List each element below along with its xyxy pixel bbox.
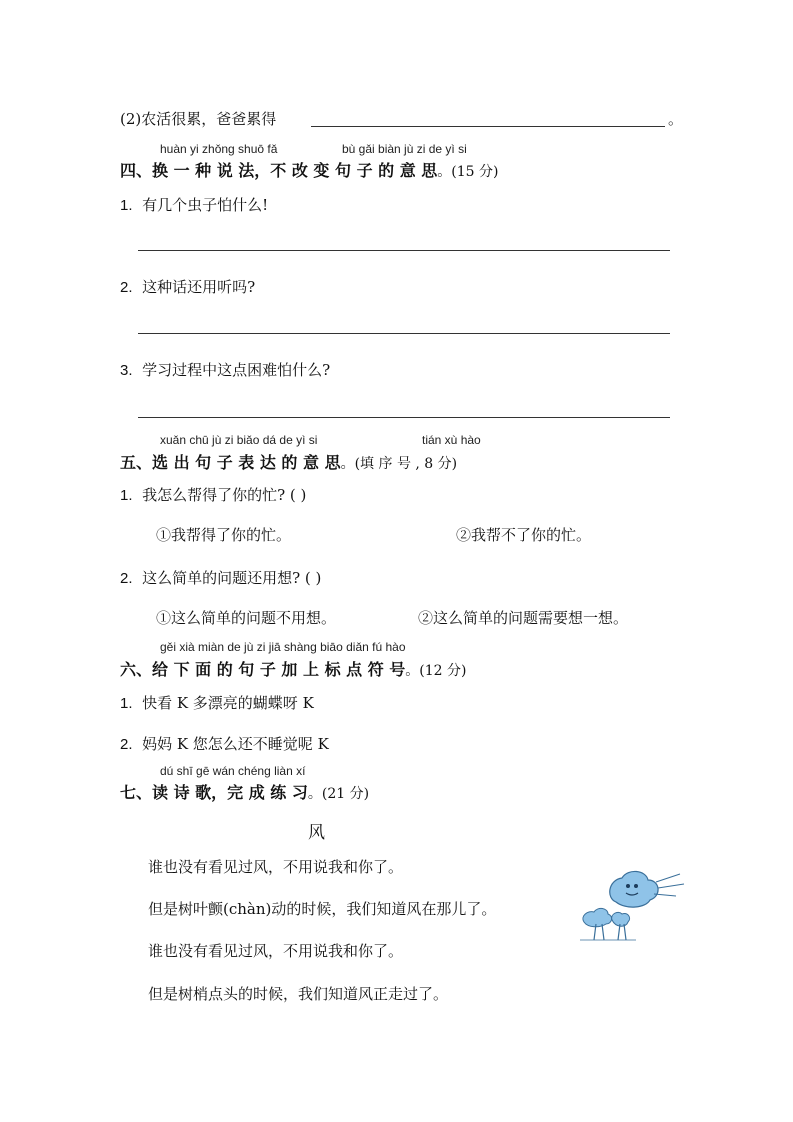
- section4-item-3: [120, 359, 330, 380]
- answer-line[interactable]: [138, 417, 670, 418]
- section4-item-1: [120, 194, 268, 215]
- item-text: 妈妈 K 您怎么还不睡觉呢 K: [142, 735, 329, 753]
- section7-title: [120, 780, 369, 803]
- item-number: 2.: [120, 736, 133, 753]
- section6-score: 。(12 分): [405, 663, 467, 679]
- section5-title-text: 五、选 出 句 子 表 达 的 意 思: [120, 453, 341, 472]
- item-text: 这么简单的问题还用想? ( ): [142, 569, 322, 587]
- section5-pinyin-a: xuǎn chū jù zi biǎo dá de yì si: [160, 433, 318, 447]
- section6-pinyin: gěi xià miàn de jù zi jiā shàng biāo diǎn fú hào: [160, 640, 406, 654]
- section4-pinyin-a: huàn yi zhǒng shuō fǎ: [160, 142, 278, 156]
- item-text: 有几个虫子怕什么!: [142, 196, 269, 214]
- section6-title: [120, 657, 466, 680]
- section5-pinyin-b: tián xù hào: [422, 433, 481, 447]
- section4-pinyin-b: bù gǎi biàn jù zi de yì si: [342, 142, 467, 156]
- poem-title: 风: [308, 823, 325, 843]
- section5-item2-option-2[interactable]: ②这么简单的问题需要想一想。: [418, 609, 629, 627]
- section5-item1-option-1[interactable]: ①我帮得了你的忙。: [156, 526, 292, 544]
- item-number: 1.: [120, 197, 133, 214]
- section4-title: [120, 158, 498, 181]
- item-text: 快看 K 多漂亮的蝴蝶呀 K: [142, 694, 314, 712]
- item-number: 2.: [120, 570, 133, 587]
- section5-item1-option-2[interactable]: ②我帮不了你的忙。: [456, 526, 592, 544]
- poem-line-3: 谁也没有看见过风，不用说我和你了。: [148, 942, 404, 960]
- q3-item2-suffix: 。: [668, 110, 684, 128]
- section6-item-1: [120, 692, 314, 713]
- section7-score: 。(21 分): [307, 786, 370, 802]
- answer-line[interactable]: [138, 333, 670, 334]
- section7-pinyin: dú shī gē wán chéng liàn xí: [160, 764, 306, 778]
- section4-item-2: [120, 276, 255, 297]
- item-text: 这种话还用听吗?: [142, 278, 256, 296]
- poem-line-4: 但是树梢点头的时候，我们知道风正走过了。: [148, 985, 449, 1003]
- section4-score: 。(15 分): [437, 164, 499, 180]
- q3-item2-text: (2)农活很累，爸爸累得: [120, 110, 277, 128]
- section7-title-text: 七、读 诗 歌，完 成 练 习: [120, 783, 308, 802]
- item-number: 2.: [120, 279, 133, 296]
- item-number: 3.: [120, 362, 133, 379]
- wind-illustration: [576, 862, 690, 944]
- section4-title-text: 四、换 一 种 说 法，不 改 变 句 子 的 意 思: [120, 161, 438, 180]
- answer-line[interactable]: [311, 126, 665, 127]
- poem-line-1: 谁也没有看见过风，不用说我和你了。: [148, 858, 404, 876]
- poem-line-2: 但是树叶颤(chàn)动的时候，我们知道风在那儿了。: [148, 900, 497, 918]
- section5-score: 。(填 序 号 , 8 分): [340, 456, 458, 472]
- section6-item-2: [120, 733, 329, 754]
- item-text: 学习过程中这点困难怕什么?: [142, 361, 331, 379]
- section5-title: [120, 450, 457, 473]
- small-tree-icon: [580, 908, 636, 940]
- item-number: 1.: [120, 695, 133, 712]
- section6-title-text: 六、给 下 面 的 句 子 加 上 标 点 符 号: [120, 660, 406, 679]
- section5-item2-option-1[interactable]: ①这么简单的问题不用想。: [156, 609, 337, 627]
- wind-cloud-icon: [610, 871, 684, 907]
- section5-item-2: [120, 567, 321, 588]
- item-number: 1.: [120, 487, 133, 504]
- answer-line[interactable]: [138, 250, 670, 251]
- item-text: 我怎么帮得了你的忙? ( ): [142, 486, 307, 504]
- section5-item-1: [120, 484, 306, 505]
